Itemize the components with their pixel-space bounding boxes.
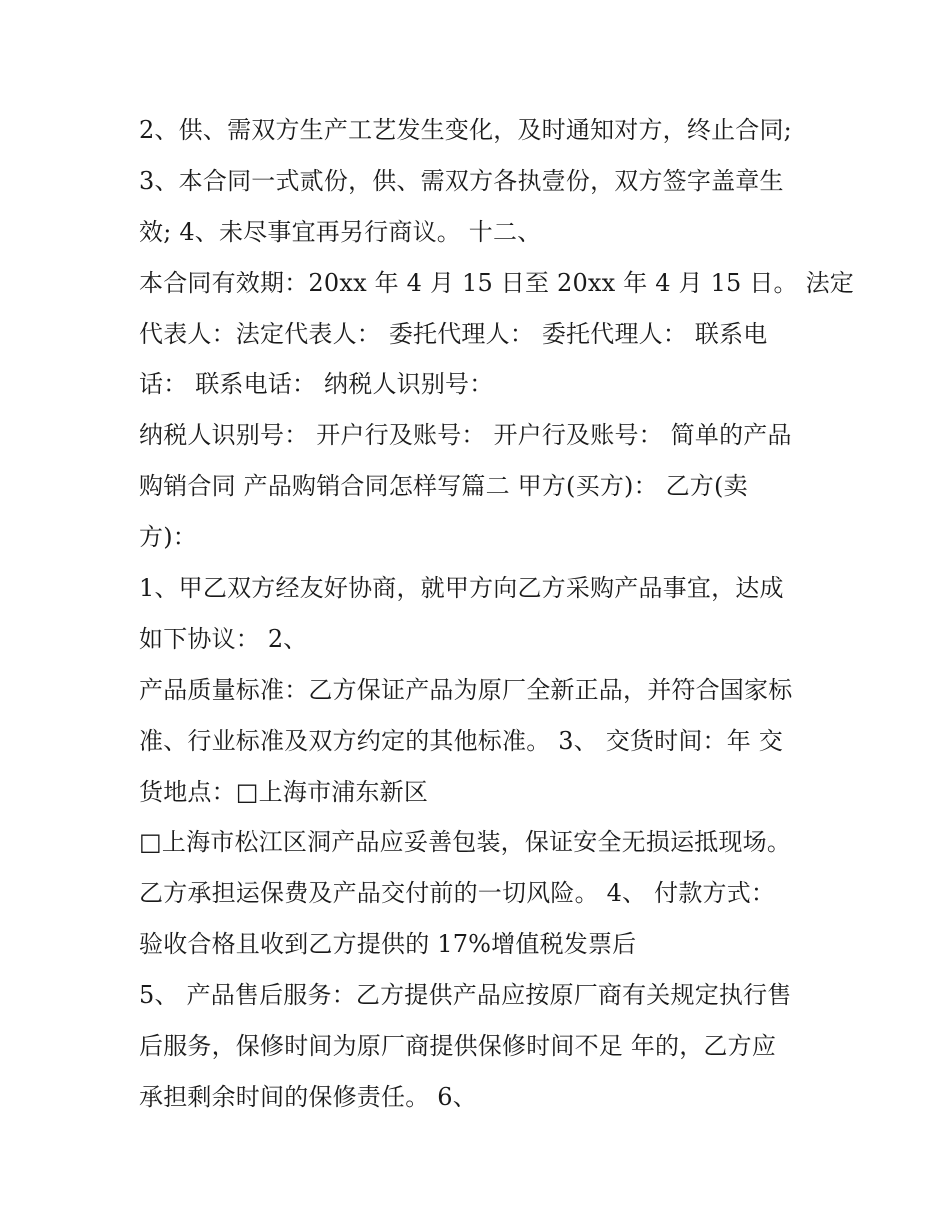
text-line: 1、甲乙双方经友好协商，就甲方向乙方采购产品事宜，达成 xyxy=(139,574,784,603)
text-line: 3、本合同一式贰份，供、需双方各执壹份，双方签字盖章生 xyxy=(139,166,784,195)
text-line: 后服务，保修时间为原厂商提供保修时间不足 年的，乙方应 xyxy=(139,1032,777,1061)
text-line: 承担剩余时间的保修责任。 6、 xyxy=(139,1082,477,1111)
text-line: 话： 联系电话： 纳税人识别号： xyxy=(139,370,494,399)
text-line: 产品质量标准：乙方保证产品为原厂全新正品，并符合国家标 xyxy=(139,675,793,704)
text-line: 方)： xyxy=(139,523,197,552)
text-line: 乙方承担运保费及产品交付前的一切风险。 4、 付款方式： xyxy=(139,879,776,908)
text-line: 效; 4、未尽事宜再另行商议。 十二、 xyxy=(139,217,542,246)
document-body xyxy=(139,105,854,1123)
text-line: 代表人：法定代表人： 委托代理人： 委托代理人： 联系电 xyxy=(139,319,768,348)
text-line: 本合同有效期：20xx 年 4 月 15 日至 20xx 年 4 月 15 日。 法定 xyxy=(139,268,854,297)
text-line: 货地点：□上海市浦东新区 xyxy=(139,777,429,806)
text-line: □上海市松江区洞产品应妥善包装，保证安全无损运抵现场。 xyxy=(139,828,792,857)
text-line: 如下协议： 2、 xyxy=(139,624,308,653)
text-line: 5、 产品售后服务：乙方提供产品应按原厂商有关规定执行售 xyxy=(139,981,792,1010)
text-line: 验收合格且收到乙方提供的 17%增值税发票后 xyxy=(139,930,637,959)
text-line: 2、供、需双方生产工艺发生变化，及时通知对方，终止合同; xyxy=(139,116,792,144)
text-line: 纳税人识别号： 开户行及账号： 开户行及账号： 简单的产品 xyxy=(139,421,792,450)
text-line: 准、行业标准及双方约定的其他标准。 3、 交货时间：年 交 xyxy=(139,726,783,755)
text-line: 购销合同 产品购销合同怎样写篇二 甲方(买方)： 乙方(卖 xyxy=(139,472,748,501)
